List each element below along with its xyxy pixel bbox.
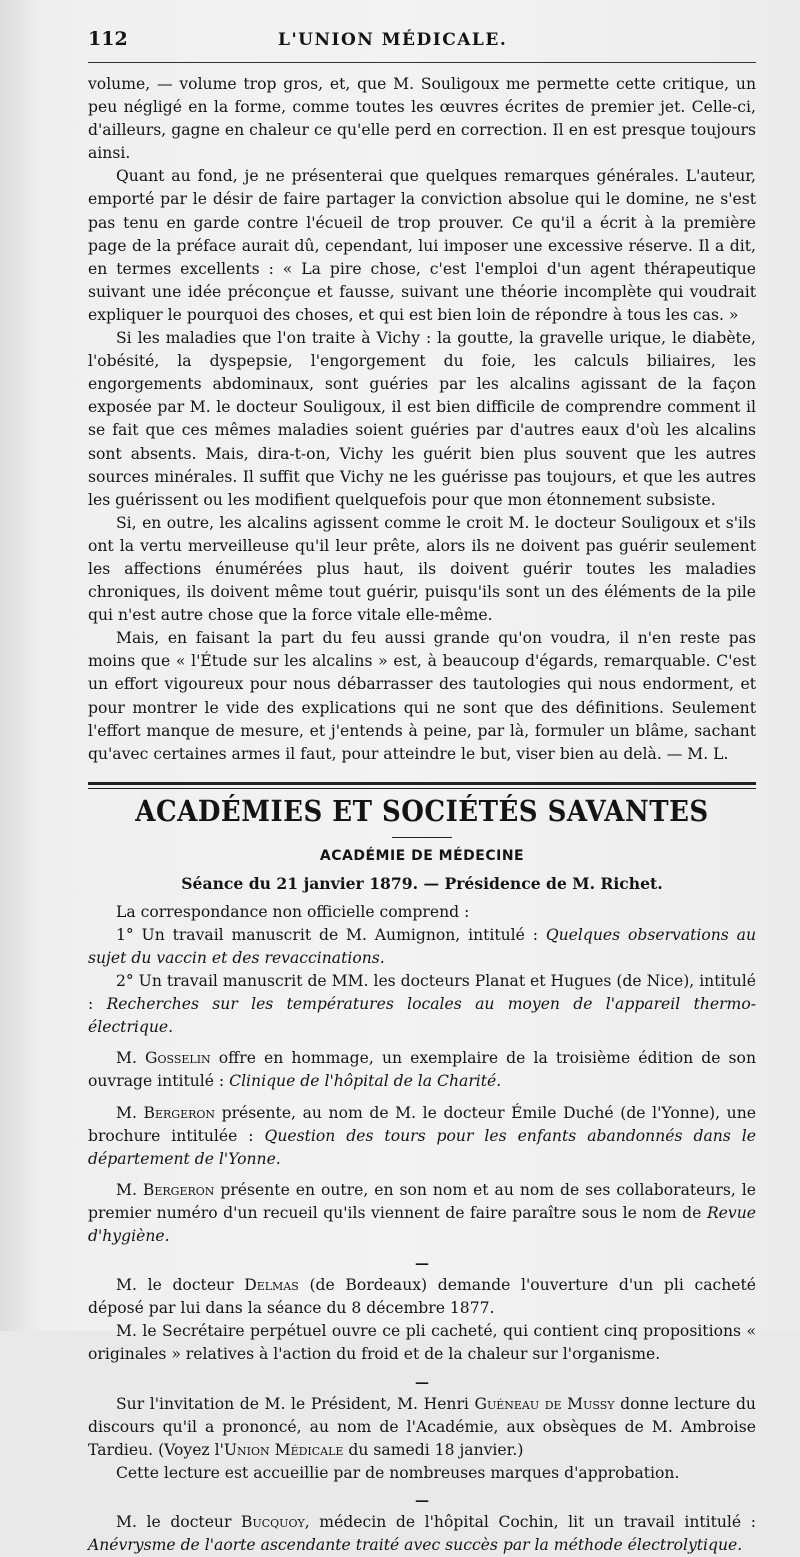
section-divider (88, 782, 756, 789)
gosselin-entry (88, 1047, 756, 1093)
subsection-title: ACADÉMIE DE MÉDECINE (319, 847, 525, 864)
session-heading: Séance du 21 janvier 1879. — Présidence de M. Richet. (181, 873, 663, 893)
bergeron-1-title: Question des tours pour les enfants abandonnés dans le département de l'Yonne. (88, 1126, 756, 1168)
bucquoy-text: , médecin de l'hôpital Cochin, lit un travail intitulé : (304, 1512, 756, 1531)
delmas-name: Delmas (244, 1276, 299, 1295)
journal-title: L'UNION MÉDICALE. (278, 30, 508, 50)
book-review (88, 73, 756, 766)
bucquoy-prefix: M. le docteur (116, 1512, 242, 1531)
item-2-title: Recherches sur les températures locales au moyen de l'appareil thermo-électrique. (88, 995, 756, 1037)
bucquoy-title: Anévrysme de l'aorte ascendante traité avec succès par la méthode électrolytique. (88, 1535, 743, 1554)
bergeron-2-text: présente en outre, en son nom et au nom de ses collaborateurs, le premier numéro d'un recueil qu'ils viennent de faire paraître sous le nom de (88, 1180, 756, 1222)
gueneau-text: donne lecture du discours qu'il a prononcé, au nom de l'Académie, aux obsèques de M. Ambroise Tardieu. (Voyez l' (88, 1394, 756, 1459)
item-1-title: Quelques observations au sujet du vaccin et des revaccinations. (88, 925, 756, 967)
section-title: ACADÉMIES ET SOCIÉTÉS SAVANTES (135, 795, 709, 829)
delmas-text: (de Bordeaux) demande l'ouverture d'un pli cacheté déposé par lui dans la séance du 8 décembre 1877. (88, 1276, 756, 1318)
journal-reference: Union Médicale (223, 1440, 344, 1459)
proceedings (88, 901, 756, 1557)
bergeron-2-title: Revue d'hygiène. (88, 1203, 756, 1246)
review-paragraph-3: Si les maladies que l'on traite à Vichy : la goutte, la gravelle urique, le diabète, l'obésité, la dyspepsie, l'engorgement du foie, les calculs biliaires, les engorgements abdominaux, sont guéries par les alcalins agissant de la façon exposée par M. le docteur Souligoux, il est bien difficile de comprendre comment il se fait que ces mêmes maladies soient guéries par d'autres eaux d'où les alcalins sont absents. Mais, dira-t-on, Vichy les guérit bien plus souvent que les autres sources minérales. Il suffit que Vichy ne les guérisse pas toujours, et que les autres les guérissent ou les modifient quelquefois pour que mon étonnement subsiste. (88, 329, 756, 509)
m-prefix: M. (116, 1103, 144, 1122)
gueneau-entry (88, 1393, 756, 1462)
m-prefix: M. (116, 1049, 146, 1068)
gosselin-name: Gosselin (145, 1049, 211, 1068)
review-paragraph-5: Mais, en faisant la part du feu aussi grande qu'on voudra, il n'en reste pas moins que « l'Étude sur les alcalins » est, à beaucoup d'égards, remarquable. C'est un effort vigoureux pour nous débarrasser des tautologies qui nous endorment, et pour montrer le vide des explications qui ne sont que des définitions. Seulement l'effort manque de mesure, et j'entends à peine, par là, formuler un blâme, sachant qu'avec certaines armes il faut, pour atteindre le but, viser bien au delà. — M. L. (88, 629, 756, 763)
m-prefix: M. (116, 1180, 143, 1199)
gueneau-name: Guéneau de Mussy (474, 1394, 615, 1413)
entry-separator: — (415, 1492, 429, 1509)
review-paragraph-2: Quant au fond, je ne présenterai que quelques remarques générales. L'auteur, emporté par le désir de faire partager la conviction absolue qui le domine, ne s'est pas tenu en garde contre l'écueil de trop prouver. Ce qu'il a écrit à la première page de la préface aurait dû, cependant, lui imposer une excessive réserve. Il a dit, en termes excellents : « La pire chose, c'est l'emploi d'un agent thérapeutique suivant une idée préconçue et fausse, suivant une théorie incomplète qui voudrait expliquer le pourquoi des choses, et qui est bien loin de répondre à tous les cas. » (88, 167, 756, 324)
gosselin-text: offre en hommage, un exemplaire de la troisième édition de son ouvrage intitulé : (88, 1049, 756, 1091)
lecture-entry: Cette lecture est accueillie par de nombreuses marques d'approbation. (116, 1463, 680, 1482)
delmas-prefix: M. le docteur (116, 1276, 245, 1295)
gueneau-prefix: Sur l'invitation de M. le Président, M. Henri (116, 1394, 475, 1413)
running-head (88, 28, 756, 63)
gueneau-end: du samedi 18 janvier.) (343, 1440, 524, 1459)
item-2-text: 2° Un travail manuscrit de MM. les docteurs Planat et Hugues (de Nice), intitulé : (88, 972, 756, 1014)
entry-separator: — (415, 1256, 429, 1273)
title-rule (392, 837, 452, 838)
review-paragraph-4: Si, en outre, les alcalins agissent comme le croit M. le docteur Souligoux et s'ils ont la vertu merveilleuse qu'il leur prête, alors ils ne doivent pas guérir seulement les affections énumérées plus haut, ils doivent guérir toutes les maladies chroniques, ils doivent même tout guérir, puisqu'ils sont un des éléments de la pile qui n'est autre chose que la force vitale elle-même. (88, 513, 756, 625)
gosselin-title: Clinique de l'hôpital de la Charité. (229, 1072, 502, 1091)
secretaire-entry: M. le Secrétaire perpétuel ouvre ce pli cacheté, qui contient cinq propositions « originales » relatives à l'action du froid et de la chaleur sur l'organisme. (88, 1322, 756, 1364)
correspondence-intro: La correspondance non officielle comprend : (116, 902, 470, 921)
bergeron-entry-2 (88, 1179, 756, 1248)
correspondence-item-2 (88, 970, 756, 1039)
review-paragraph-1: volume, — volume trop gros, et, que M. Souligoux me permette cette critique, un peu négligé en la forme, comme toutes les œuvres écrites de premier jet. Celle-ci, d'ailleurs, gagne en chaleur ce qu'elle perd en correction. Il en est presque toujours ainsi. (88, 75, 756, 163)
bergeron-1-text: présente, au nom de M. le docteur Émile Duché (de l'Yonne), une brochure intitulée : (88, 1103, 756, 1145)
correspondence-item-1 (88, 924, 756, 970)
page-number: 112 (88, 28, 128, 50)
bergeron-name: Bergeron (142, 1180, 215, 1199)
entry-separator: — (415, 1374, 429, 1391)
bergeron-entry-1 (88, 1102, 756, 1171)
bucquoy-entry (88, 1511, 756, 1557)
bucquoy-name: Bucquoy (241, 1512, 305, 1531)
bergeron-name: Bergeron (143, 1103, 216, 1122)
delmas-entry (88, 1274, 756, 1320)
item-1-text: 1° Un travail manuscrit de M. Aumignon, intitulé : (116, 925, 546, 944)
